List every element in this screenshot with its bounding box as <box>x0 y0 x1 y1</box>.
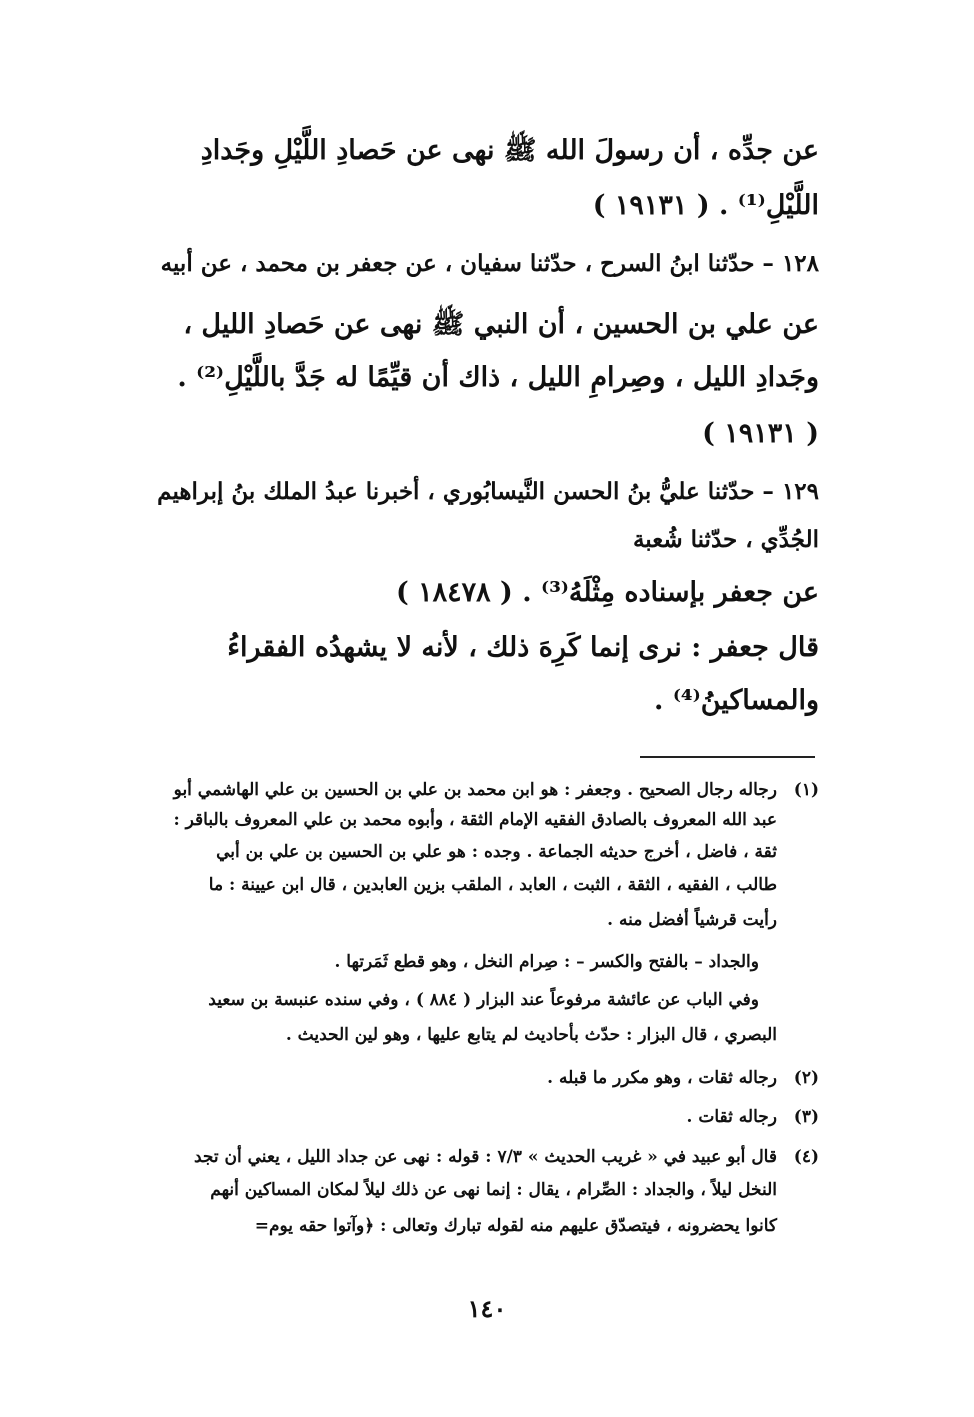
footnote-4-line: النخل ليلاً ، والجداد : الصِّرام ، يقال : إنما نهى عن ذلك ليلاً لمكان المساكين أنهم <box>210 1180 777 1200</box>
main-text-line-1: عن جدِّه ، أن رسولَ الله ﷺ نهى عن حَصادِ اللَّيْلِ وجَدادِ <box>200 135 819 166</box>
hadith-129-isnad: ١٢٩ – حدّثنا عليُّ بنُ الحسن النَّيسابُوري ، أخبرنا عبدُ الملك بنُ إبراهيم <box>157 478 819 505</box>
footnote-1-line: وفي الباب عن عائشة مرفوعاً عند البزار ( ٨٨٤ ) ، وفي سنده عنبسة بن سعيد <box>208 990 759 1010</box>
footnote-2-marker: (٢) <box>793 1068 819 1088</box>
footnote-2-text: رجاله ثقات ، وهو مكرر ما قبله . <box>547 1068 777 1088</box>
hadith-129-isnad-cont: الجُدِّي ، حدّثنا شُعبة <box>632 526 819 553</box>
footnote-1-line: رجاله رجال الصحيح . وجعفر : هو ابن محمد بن علي بن الحسين بن علي الهاشمي أبو <box>173 780 777 800</box>
footnote-3-marker: (٣) <box>793 1107 819 1127</box>
main-text-line-11: والمساكينُ⁽⁴⁾ . <box>654 685 819 716</box>
footnote-3-text: رجاله ثقات . <box>686 1107 777 1127</box>
main-text-line-10: قال جعفر : نرى إنما كَرِهَ ذلك ، لأنه لا يشهدُه الفقراءُ <box>227 632 819 663</box>
footnote-divider <box>640 756 815 758</box>
footnote-4-line: كانوا يحضرونه ، فيتصدّق عليهم منه لقوله تبارك وتعالى : ﴿وآتوا حقه يوم= <box>254 1216 777 1236</box>
footnote-1-line: رأيت قرشياً أفضل منه . <box>607 910 777 930</box>
page-number: ١٤٠ <box>467 1294 507 1323</box>
main-text-line-4: عن علي بن الحسين ، أن النبي ﷺ نهى عن حَصادِ الليل ، <box>183 309 819 340</box>
main-text-line-5: وجَدادِ الليل ، وصِرامِ الليل ، ذاك أن قيِّمًا له جَدَّ باللَّيْلِ⁽²⁾ . <box>177 362 819 393</box>
hadith-128-isnad: ١٢٨ – حدّثنا ابنُ السرح ، حدّثنا سفيان ، عن جعفر بن محمد ، عن أبيه <box>160 250 819 277</box>
footnote-1-line: طالب ، الفقيه ، الثقة ، الثبت ، العابد ، الملقب بزين العابدين ، قال ابن عيينة : ما <box>208 875 777 895</box>
footnote-1-line: ثقة ، فاضل ، أخرج حديثه الجماعة . وجده : هو علي بن الحسين بن علي بن أبي <box>216 842 777 862</box>
main-text-line-9: عن جعفر بإسناده مِثْلَهُ⁽³⁾ . ( ١٨٤٧٨ ) <box>395 577 819 608</box>
footnote-1-line: البصري ، قال البزار : حدّث بأحاديث لم يتابع عليها ، وهو لين الحديث . <box>285 1025 777 1045</box>
footnote-4-marker: (٤) <box>793 1147 819 1167</box>
footnote-1-line: عبد الله المعروف بالصادق الفقيه الإمام الثقة ، وأبوه محمد بن علي المعروف بالباقر : <box>173 810 777 830</box>
hadith-number: ( ١٩١٣١ ) <box>702 418 819 449</box>
footnote-4-line: قال أبو عبيد في « غريب الحديث » ٧/٣ : قوله : نهى عن جداد الليل ، يعني أن تجد <box>193 1147 777 1167</box>
main-text-line-2: اللَّيْلِ⁽¹⁾ . ( ١٩١٣١ ) <box>592 190 819 221</box>
footnote-1-line: والجداد – بالفتح والكسر – : صِرام النخل ، وهو قطع ثَمَرتها . <box>334 952 759 972</box>
footnote-1-marker: (١) <box>793 780 819 800</box>
